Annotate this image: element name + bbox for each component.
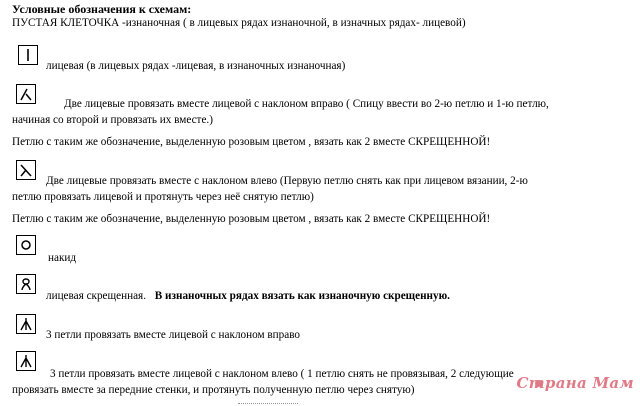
two-together-left-line-2: петлю провязать лицевой и протянуть через неё снятую петлю) xyxy=(12,191,314,203)
knit-stitch-icon xyxy=(18,45,38,65)
two-together-left-note: Петлю с таким же обозначение, выделенную розовым цветом , вязать как 2 вместе СКРЕЩЕННОЙ! xyxy=(12,213,491,225)
bottom-divider xyxy=(238,403,298,404)
three-together-left-line-1: 3 петли провязать вместе лицевой с наклоном влево ( 1 петлю снять не провязывая, 2 следующие xyxy=(50,368,514,380)
legend-title: Условные обозначения к схемам: xyxy=(12,2,192,16)
two-together-right-line-2: начиная со второй и провязать их вместе.) xyxy=(12,114,213,126)
three-together-left-icon xyxy=(16,351,36,371)
three-together-right-description: 3 петли провязать вместе лицевой с наклоном вправо xyxy=(46,329,300,341)
two-together-right-icon xyxy=(16,84,36,104)
two-together-left-icon xyxy=(16,160,36,180)
two-together-right-note: Петлю с таким же обозначение, выделенную розовым цветом , вязать как 2 вместе СКРЕЩЕННОЙ! xyxy=(12,136,491,148)
three-together-right-icon xyxy=(16,314,36,334)
two-together-right-line-1: Две лицевые провязать вместе лицевой с наклоном вправо ( Спицу ввести во 2-ю петлю и 1-ю петлю, xyxy=(64,98,549,110)
yarn-over-icon xyxy=(16,235,36,255)
empty-cell-description: ПУСТАЯ КЛЕТОЧКА -изнаночная ( в лицевых рядах изнаночной, в изначных рядах- лицевой) xyxy=(12,17,466,29)
watermark: Страна Мам xyxy=(516,374,634,392)
two-together-left-line-1: Две лицевые провязать вместе с наклоном влево (Первую петлю снять как при лицевом вязании, 2-ю xyxy=(46,175,528,187)
twisted-knit-icon xyxy=(16,274,36,294)
twisted-knit-label: лицевая скрещенная. xyxy=(46,290,146,302)
yarn-over-description: накид xyxy=(48,252,77,264)
twisted-knit-purl-note: В изнаночных рядах вязать как изнаночную скрещенную xyxy=(154,290,448,302)
twisted-knit-period: . xyxy=(447,290,450,302)
twisted-knit-description xyxy=(46,290,450,303)
three-together-left-line-2: провязать вместе за передние стенки, и протянуть полученную петлю через снятую) xyxy=(12,384,415,396)
knit-description: лицевая (в лицевых рядах -лицевая, в изнаночных изнаночная) xyxy=(46,60,346,72)
